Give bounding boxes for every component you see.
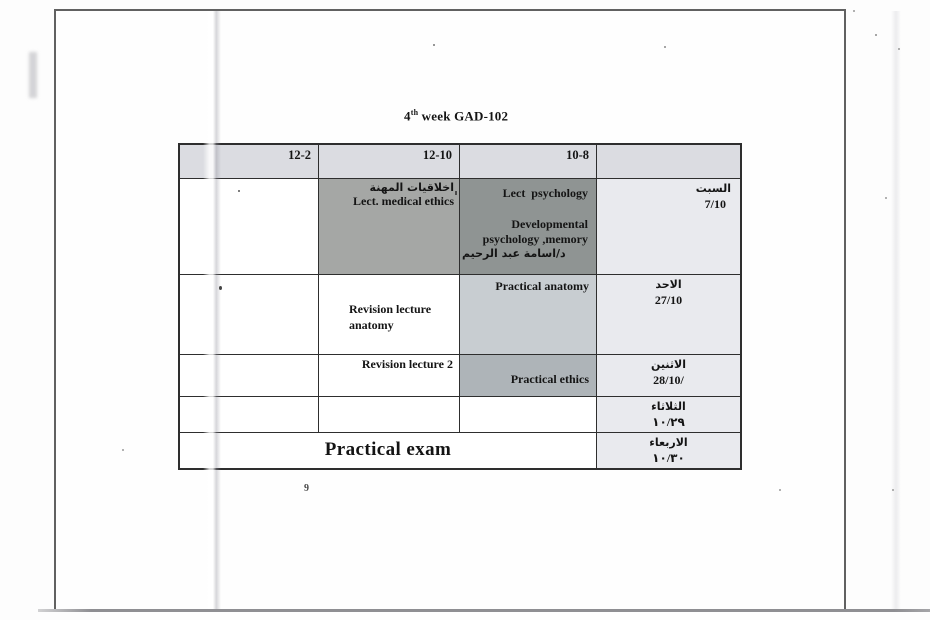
- cell-monday-revision2: [319, 355, 460, 397]
- day-cell-tuesday: [597, 397, 740, 433]
- day-date-saturday: 7/10: [704, 197, 726, 212]
- scanner-streak-faint: [891, 11, 901, 609]
- scan-speck: [853, 10, 855, 12]
- revision-lecture-2-label: Revision lecture 2: [361, 357, 453, 371]
- cell-tuesday-12-10: [319, 397, 460, 433]
- cell-sunday-revision: [319, 275, 460, 355]
- day-name-saturday: السبت: [695, 182, 731, 195]
- title-text: week GAD-102: [418, 108, 509, 124]
- cell-sunday-practical-anatomy: [460, 275, 597, 355]
- scan-speck: [892, 489, 894, 491]
- psychology-topic-line1: Developmental: [511, 217, 588, 232]
- cell-tuesday-12-2: [180, 397, 319, 433]
- handwritten-mark: 9: [304, 483, 309, 494]
- day-cell-wednesday: [597, 433, 740, 468]
- day-name-sunday: الاحد: [655, 278, 682, 291]
- cell-tuesday-10-8: [460, 397, 597, 433]
- scan-speck: [122, 449, 124, 451]
- scan-speck: [433, 44, 435, 46]
- day-date-tuesday: ١٠/٢٩: [652, 415, 685, 430]
- cell-saturday-12-2: [180, 179, 319, 275]
- scan-speck: [779, 489, 781, 491]
- day-cell-saturday: [597, 179, 740, 275]
- day-header-empty: [597, 145, 740, 179]
- document-title: [404, 108, 508, 124]
- day-name-wednesday: الاربعاء: [649, 436, 688, 449]
- title-week-number: 4: [404, 108, 411, 124]
- scan-speck: [875, 34, 877, 36]
- scan-speck: [219, 286, 222, 290]
- psychology-topic-line2: psychology ,memory: [482, 231, 588, 246]
- page-bottom-edge: [38, 609, 930, 612]
- practical-anatomy-label: Practical anatomy: [495, 279, 589, 293]
- scan-speck: [885, 197, 887, 199]
- day-date-sunday: 27/10: [654, 293, 683, 308]
- practical-ethics-label: Practical ethics: [510, 372, 589, 386]
- day-date-wednesday: ١٠/٣٠: [652, 451, 685, 466]
- psychology-lecture-title: Lect psychology: [502, 186, 588, 200]
- scan-smudge: [29, 52, 37, 98]
- scan-speck: [238, 190, 240, 192]
- revision-anatomy-label: Revision lecture anatomy: [349, 302, 432, 332]
- cell-sunday-12-2: [180, 275, 319, 355]
- day-date-monday: 28/10/: [653, 373, 684, 388]
- title-ordinal: th: [410, 108, 419, 117]
- day-name-tuesday: الثلاثاء: [651, 400, 686, 413]
- day-cell-sunday: [597, 275, 740, 355]
- time-header-12-10: 12-10: [319, 145, 460, 179]
- schedule-table: [178, 143, 742, 470]
- cell-monday-12-2: [180, 355, 319, 397]
- day-name-monday: الاثنين: [651, 358, 686, 371]
- time-header-12-2: 12-2: [180, 145, 319, 179]
- psychology-instructor: د/اسامة عبد الرحيم: [462, 247, 566, 261]
- scan-speck: [898, 48, 900, 50]
- day-cell-monday: [597, 355, 740, 397]
- practical-exam-label: Practical exam: [324, 439, 452, 461]
- ethics-title-english: Lect. medical ethics: [353, 194, 454, 209]
- cell-saturday-medical-ethics: [319, 179, 460, 275]
- cell-wednesday-practical-exam: [180, 433, 597, 468]
- ethics-title-arabic: اخلاقيات المهنة: [369, 181, 454, 194]
- time-header-10-8: 10-8: [460, 145, 597, 179]
- scan-speck: [455, 191, 457, 195]
- cell-monday-practical-ethics: [460, 355, 597, 397]
- cell-saturday-psychology: [460, 179, 597, 275]
- scan-speck: [664, 46, 666, 48]
